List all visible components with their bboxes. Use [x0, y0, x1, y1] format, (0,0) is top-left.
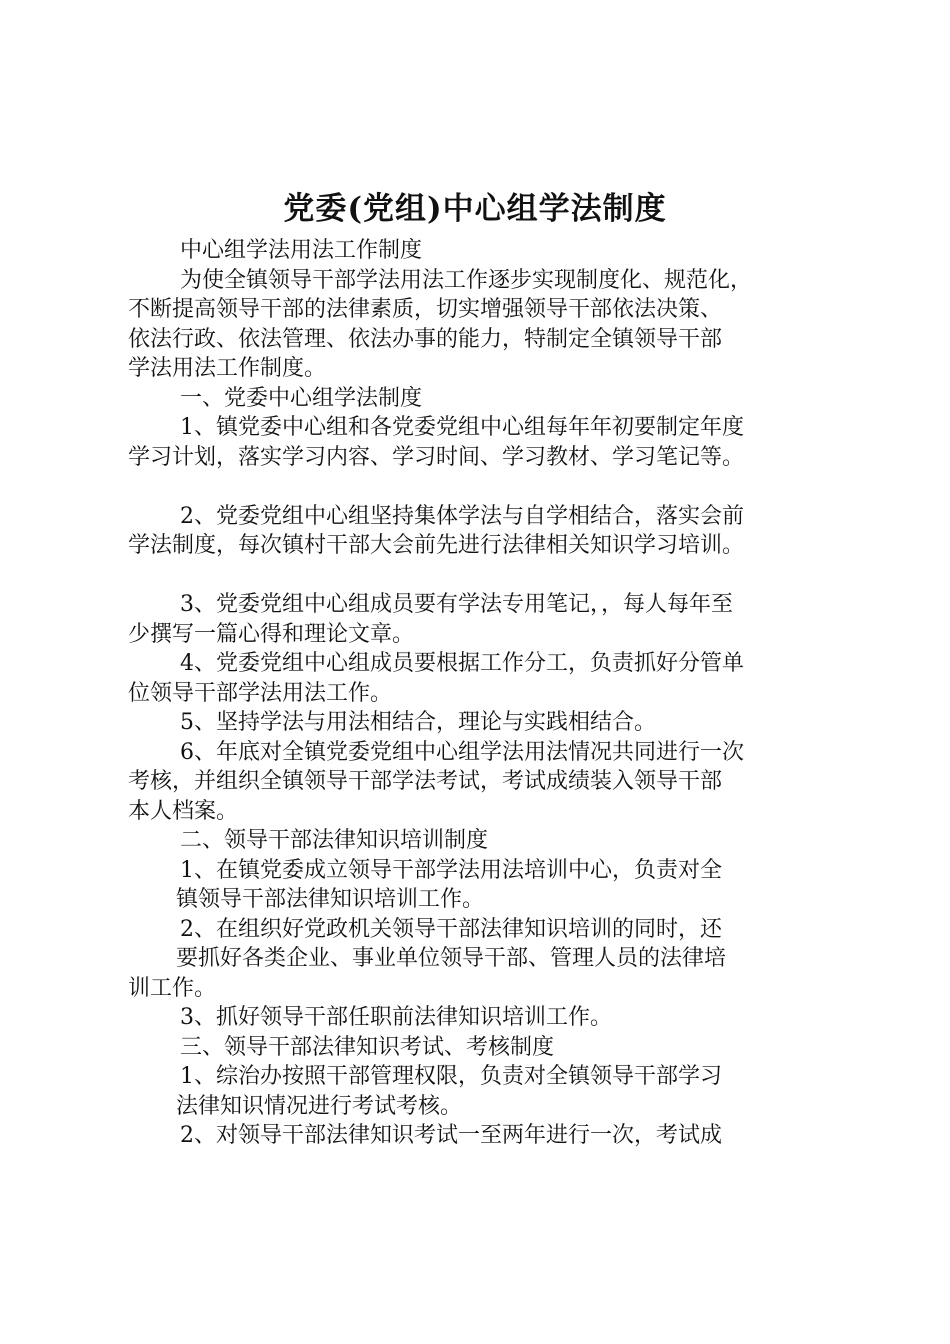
- text-line: 依法行政、依法管理、依法办事的能力，特制定全镇领导干部: [128, 326, 723, 352]
- text-line: 镇领导干部法律知识培训工作。: [176, 887, 485, 912]
- text-line: 法律知识情况进行考试考核。: [176, 1093, 463, 1119]
- text-line: 4、党委党组中心组成员要根据工作分工，负责抓好分管单: [180, 651, 744, 676]
- text-line: 学法制度，每次镇村干部大会前先进行法律相关知识学习培训。: [128, 533, 745, 558]
- text-line: 不断提高领导干部的法律素质，切实增强领导干部依法决策、: [128, 297, 723, 322]
- text-line: 1、综治办按照干部管理权限，负责对全镇领导干部学习: [180, 1064, 722, 1089]
- text-line: 一、党委中心组学法制度: [180, 385, 423, 411]
- text-line: 6、年底对全镇党委党组中心组学法用法情况共同进行一次: [180, 739, 744, 765]
- text-line: 本人档案。: [128, 798, 239, 824]
- text-line: 2、党委党组中心组坚持集体学法与自学相结合，落实会前: [180, 503, 744, 529]
- text-line: 少撰写一篇心得和理论文章。: [128, 621, 415, 647]
- text-line: 2、对领导干部法律知识考试一至两年进行一次，考试成: [180, 1123, 722, 1148]
- text-line: 位领导干部学法用法工作。: [128, 680, 393, 706]
- blank-line: [128, 472, 846, 502]
- text-line: 学习计划，落实学习内容、学习时间、学习教材、学习笔记等。: [128, 444, 745, 470]
- blank-line: [128, 561, 846, 591]
- text-line: 要抓好各类企业、事业单位领导干部、管理人员的法律培: [176, 946, 727, 971]
- text-line: 考核，并组织全镇领导干部学法考试，考试成绩装入领导干部: [128, 769, 723, 794]
- text-line: 中心组学法用法工作制度: [180, 238, 423, 263]
- text-line: 学法用法工作制度。: [128, 356, 327, 381]
- text-line: 5、坚持学法与用法相结合，理论与实践相结合。: [180, 710, 656, 735]
- text-line: 3、党委党组中心组成员要有学法专用笔记，，每人每年至: [180, 592, 733, 617]
- text-line: 训工作。: [128, 975, 217, 1001]
- text-line: 2、在组织好党政机关领导干部法律知识培训的同时，还: [180, 916, 722, 942]
- text-line: 3、抓好领导干部任职前法律知识培训工作。: [180, 1005, 612, 1030]
- text-line: 三、领导干部法律知识考试、考核制度: [180, 1034, 555, 1060]
- document-body: [128, 236, 846, 1151]
- text-line: 1、在镇党委成立领导干部学法用法培训中心，负责对全: [180, 857, 722, 883]
- document-title: 党委(党组)中心组学法制度: [283, 191, 667, 227]
- text-line: 为使全镇领导干部学法用法工作逐步实现制度化、规范化，: [180, 267, 753, 293]
- text-line: 二、领导干部法律知识培训制度: [180, 828, 489, 853]
- text-line: 1、镇党委中心组和各党委党组中心组每年年初要制定年度: [180, 415, 744, 440]
